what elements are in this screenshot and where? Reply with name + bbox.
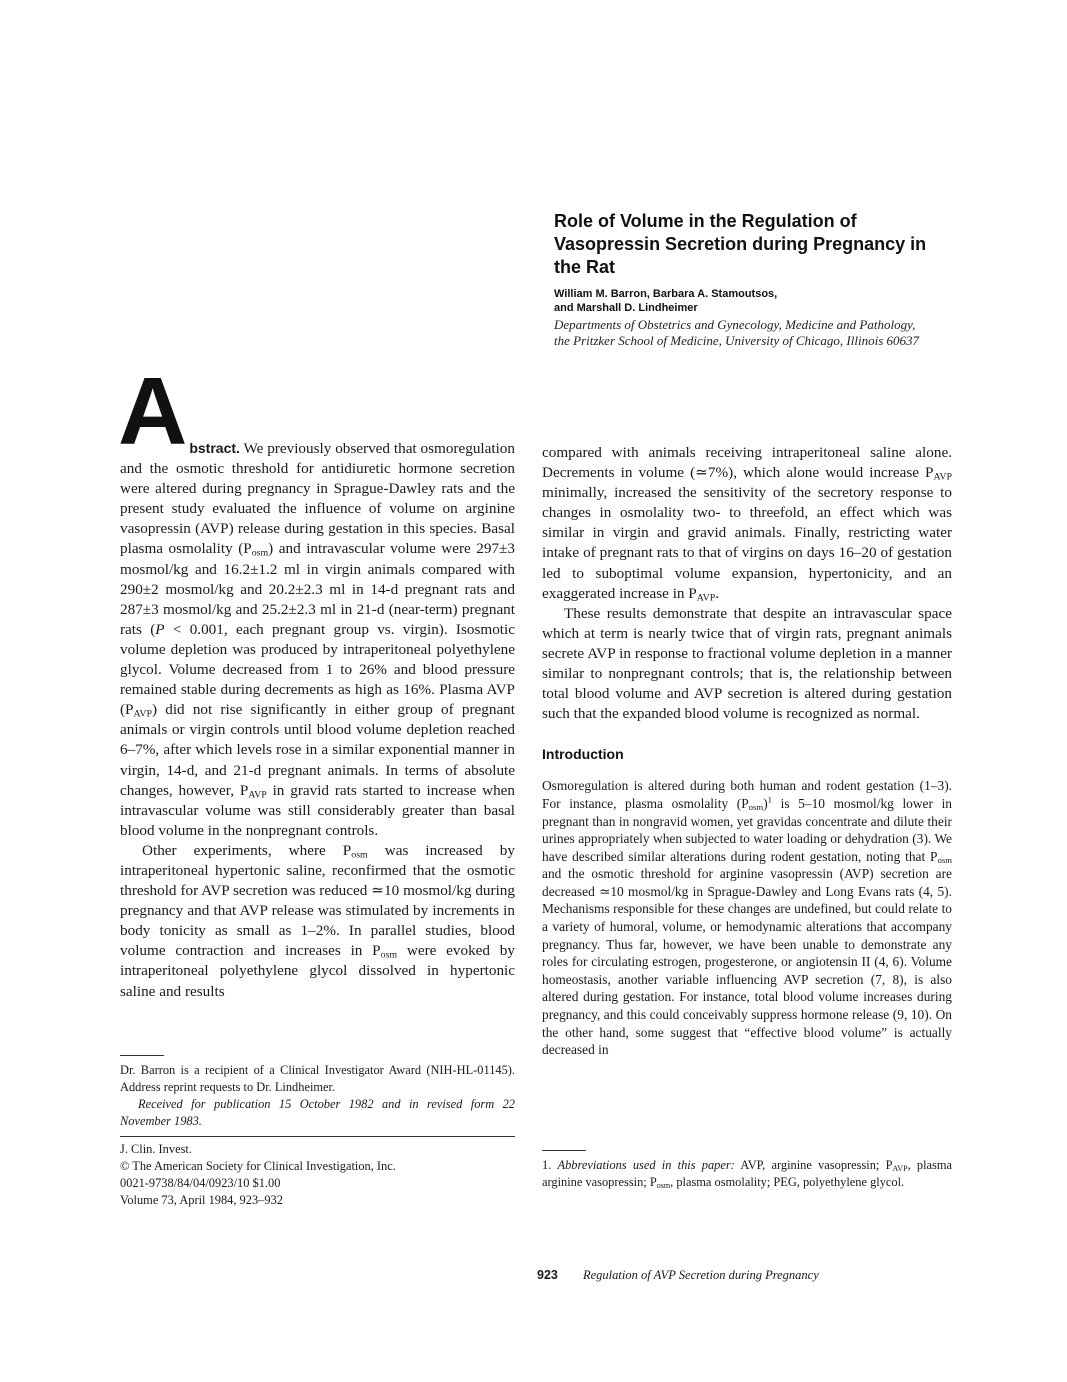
running-title: Regulation of AVP Secretion during Pregnancy xyxy=(582,1268,819,1282)
introduction-heading: Introduction xyxy=(542,746,624,763)
left-column xyxy=(118,358,515,1002)
abstract-text: ) did not rise significantly in either group of pregnant animals or virgin controls until blood volume depletion reached 6–7%, after which levels rose in a similar exponential manner in virgin, 14-d, and 21-d pregnant animals. In terms of absolute changes, however, P xyxy=(120,701,515,799)
abstract-text: ) and intravascular volume were 297±3 mosmol/kg and 16.2±1.2 ml in virgin animals compared with 290±2 mosmol/kg and 20.2±2.3 ml in 14-d pregnant rats and 287±3 mosmol/kg and 25.2±2.3 ml in 21-d (near-term) pregnant rats ( xyxy=(120,540,515,638)
abbreviations-footnote xyxy=(542,1157,952,1191)
page-number: 923 xyxy=(537,1268,558,1282)
authors-line-2: and Marshall D. Lindheimer xyxy=(554,301,698,314)
abstract-text: We previously observed that osmoregulation and the osmotic threshold for antidiuretic hormone secretion were altered during pregnancy in Sprague-Dawley rats and the present study evaluated the influence of volume on arginine vasopressin (AVP) release during gestation in this species. Basal plasma osmolality (P xyxy=(120,440,515,558)
left-footnotes xyxy=(120,1055,515,1209)
article-header xyxy=(554,210,934,349)
footnote-marker: 1 xyxy=(767,794,773,805)
abstract-text: < 0.001, each pregnant group vs. virgin). Isosmotic volume depletion was produced by intraperitoneal polyethylene glycol. Volume decreased from 1 to 26% and blood pressure remained stable during decrements as high as 16%. Plasma AVP (P xyxy=(120,620,515,719)
subscript-osm: osm xyxy=(656,1181,671,1190)
author-list xyxy=(554,288,934,315)
abstract-paragraph-1 xyxy=(118,358,515,841)
subscript-avp: AVP xyxy=(933,471,952,483)
footnote-text: , plasma arginine vasopressin; P xyxy=(542,1158,952,1189)
abstract-text: were evoked by intraperitoneal polyethylene glycol dissolved in hypertonic saline and results xyxy=(120,942,515,1000)
abstract-text: Other experiments, where P xyxy=(142,841,352,859)
p-value-symbol: P xyxy=(155,620,165,638)
authors-line-1: William M. Barron, Barbara A. Stamoutsos, xyxy=(554,288,778,300)
abstract-paragraph-2 xyxy=(120,841,515,1002)
journal-name: J. Clin. Invest. xyxy=(120,1142,192,1156)
intro-text: is 5–10 mosmol/kg lower in pregnant than in nongravid women, yet gravidas concentrate and dilute their urines appropriately when subjected to water loading or dehydration (3). We have described similar alterations during rodent gestation, noting that P xyxy=(542,795,952,864)
subscript-avp: AVP xyxy=(696,592,716,604)
abstract-paragraph-3: These results demonstrate that despite an intravascular space which at term is nearly twice that of virgin rats, pregnant animals secrete AVP in response to fractional volume depletion in a manner similar to nonpregnant controls; that is, the relationship between total blood volume and AVP secretion is altered during gestation such that the expanded blood volume is recognized as normal. xyxy=(542,604,952,723)
volume-info: Volume 73, April 1984, 923–932 xyxy=(120,1193,283,1207)
right-footnote xyxy=(542,1150,952,1191)
introduction-paragraph: Osmoregulation is altered during both human and rodent gestation (1–3). For instance, plasma osmolality $(P_{osm})^1$ is 5–10 mosmol/kg lower in pregnant than in nongravid women, yet gravidas concentrate and dilute their urines appropriately when subjected to water loading or dehydration (3). We have described similar alterations during rodent gestation, noting that $P_{osm}$ and the osmotic threshold for arginine vasopressin (AVP) secretion are decreased ≃10 mosmol/kg in Sprague-Dawley and Long Evans rats (4, 5). Mechanisms responsible for these changes are undefined, but could relate to a variety of humoral, volume, or hemodynamic alterations that accompany pregnancy. Thus far, however, we have been unable to demonstrate any roles for circulating estrogen, progesterone, or angiotensin II (4, 6). Volume homeostasis, another variable influencing AVP secretion (7, 8), is also altered during gestation. For instance, total blood volume increases during pregnancy, and this could conceivably suppress hormone release (9, 10). On the other hand, some suggest that “effective blood volume” is actually decreased in xyxy=(542,778,952,1058)
subscript-osm: osm xyxy=(351,849,368,861)
subscript-osm: osm xyxy=(380,949,398,961)
footnote-label: Abbreviations used in this paper: xyxy=(557,1158,735,1172)
drop-cap: A xyxy=(118,358,188,465)
subscript-osm: osm xyxy=(251,547,269,559)
article-title: Role of Volume in the Regulation of Vasopressin Secretion during Pregnancy in the Rat xyxy=(554,211,927,277)
abstract-text: compared with animals receiving intraperitoneal saline alone. Decrements in volume (≃7%), which alone would increase P xyxy=(542,444,952,482)
footnote-rule xyxy=(542,1150,586,1151)
abstract-paragraph-1-continued xyxy=(542,443,952,604)
issn: 0021-9738/84/04/0923/10 $1.00 xyxy=(120,1176,281,1190)
footnote-number: 1. xyxy=(542,1158,552,1172)
intro-text: and the osmotic threshold for arginine vasopressin (AVP) secretion are decreased ≃10 mosmol/kg in Sprague-Dawley and Long Evans rats (4, 5). Mechanisms responsible for these changes are undefined, but could relate to a variety of humoral, volume, or hemodynamic alterations that accompany pregnancy. Thus far, however, we have been unable to demonstrate any roles for circulating estrogen, progesterone, or angiotensin II (4, 6). Volume homeostasis, another variable influencing AVP secretion (7, 8), is also altered during gestation. For instance, total blood volume increases during pregnancy, and this could conceivably suppress hormone release (9, 10). On the other hand, some suggest that “effective blood volume” is actually decreased in xyxy=(542,866,952,1058)
footnote-text: AVP, arginine vasopressin; P xyxy=(734,1158,893,1172)
copyright: © The American Society for Clinical Investigation, Inc. xyxy=(120,1159,396,1173)
abstract-text: was increased by intraperitoneal hypertonic saline, reconfirmed that the osmotic threshold for AVP secretion was reduced ≃10 mosmol/kg during pregnancy and that AVP release was stimulated by increments in body tonicity as small as 1–2%. In parallel studies, blood volume contraction and increases in P xyxy=(120,841,515,960)
subscript-avp: AVP xyxy=(892,1164,908,1173)
page-footer xyxy=(537,1268,957,1283)
footnote-rule xyxy=(120,1055,164,1056)
intro-text: Osmoregulation is altered during both human and rodent gestation (1–3). For instance, plasma osmolality (P xyxy=(542,778,952,811)
affiliation: Departments of Obstetrics and Gynecology, Medicine and Pathology, the Pritzker School of Medicine, University of Chicago, Illinois 60637 xyxy=(554,317,920,348)
abstract-text: . xyxy=(715,584,720,602)
footnote-text: , plasma osmolality; PEG, polyethylene glycol. xyxy=(670,1175,905,1189)
subscript-avp: AVP xyxy=(133,708,152,720)
right-column xyxy=(542,443,952,1059)
subscript-avp: AVP xyxy=(248,789,267,801)
abstract-text: in gravid rats started to increase when intravascular volume was still considerably greater than basal blood volume in the nonpregnant controls. xyxy=(120,781,515,839)
abstract-text: minimally, increased the sensitivity of the secretory response to changes in osmolality two- to threefold, an effect which was similar in virgin and gravid animals. Finally, restricting water intake of pregnant rats to that of virgins on days 16–20 of gestation led to suboptimal volume expansion, hypertonicity, and an exaggerated increase in P xyxy=(542,484,952,602)
subscript-osm: osm xyxy=(937,854,952,865)
journal-rule xyxy=(120,1136,515,1137)
abstract-lead: bstract. xyxy=(189,440,240,456)
received-date: Received for publication 15 October 1982 and in revised form 22 November 1983. xyxy=(120,1097,515,1128)
funding-note: Dr. Barron is a recipient of a Clinical Investigator Award (NIH-HL-01145). Address reprint requests to Dr. Lindheimer. xyxy=(120,1063,515,1094)
subscript-osm: osm xyxy=(748,802,764,813)
